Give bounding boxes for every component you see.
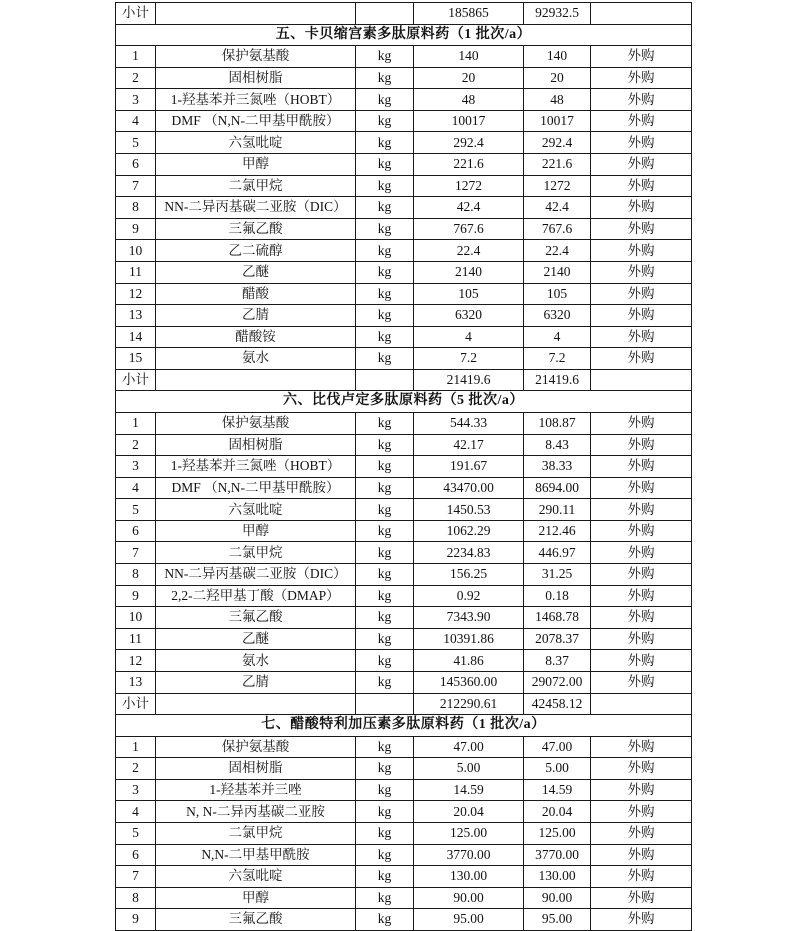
- annual-qty-cell: 5.00: [414, 758, 524, 780]
- row-number-cell: 8: [116, 887, 156, 909]
- annual-qty-cell: 95.00: [414, 909, 524, 931]
- source-cell: 外购: [591, 671, 692, 693]
- row-number-cell: 5: [116, 499, 156, 521]
- material-row: [116, 283, 692, 305]
- unit-cell: kg: [356, 412, 414, 434]
- material-name-cell: NN-二异丙基碳二亚胺（DIC）: [156, 564, 356, 586]
- row-number-cell: 5: [116, 822, 156, 844]
- subtotal-label-cell: 小计: [116, 369, 156, 391]
- material-row: [116, 650, 692, 672]
- annual-qty-cell: 6320: [414, 305, 524, 327]
- row-number-cell: 6: [116, 844, 156, 866]
- source-cell: 外购: [591, 434, 692, 456]
- source-cell: 外购: [591, 456, 692, 478]
- unit-cell: kg: [356, 520, 414, 542]
- material-name-cell: 甲醇: [156, 154, 356, 176]
- section-header-row: [116, 24, 692, 46]
- material-row: [116, 758, 692, 780]
- material-name-cell: 固相树脂: [156, 758, 356, 780]
- unit-cell: kg: [356, 585, 414, 607]
- annual-qty-cell: 140: [414, 46, 524, 68]
- source-cell: 外购: [591, 909, 692, 931]
- annual-qty-cell: 221.6: [414, 154, 524, 176]
- row-number-cell: 13: [116, 671, 156, 693]
- batch-qty-cell: 8.37: [524, 650, 591, 672]
- unit-cell: kg: [356, 46, 414, 68]
- row-number-cell: 9: [116, 909, 156, 931]
- subtotal-row: [116, 693, 692, 715]
- material-name-cell: 甲醇: [156, 520, 356, 542]
- material-row: [116, 154, 692, 176]
- subtotal-source-empty-cell: [591, 693, 692, 715]
- material-row: [116, 909, 692, 931]
- unit-cell: kg: [356, 175, 414, 197]
- material-name-cell: 1-羟基苯并三氮唑（HOBT）: [156, 89, 356, 111]
- annual-qty-cell: 14.59: [414, 779, 524, 801]
- annual-qty-cell: 22.4: [414, 240, 524, 262]
- annual-qty-cell: 1450.53: [414, 499, 524, 521]
- annual-qty-cell: 191.67: [414, 456, 524, 478]
- subtotal-batch-qty-cell: 21419.6: [524, 369, 591, 391]
- subtotal-row: [116, 369, 692, 391]
- subtotal-name-empty-cell: [156, 3, 356, 25]
- row-number-cell: 9: [116, 585, 156, 607]
- material-name-cell: 三氟乙酸: [156, 607, 356, 629]
- row-number-cell: 6: [116, 154, 156, 176]
- row-number-cell: 3: [116, 456, 156, 478]
- annual-qty-cell: 1062.29: [414, 520, 524, 542]
- unit-cell: kg: [356, 477, 414, 499]
- unit-cell: kg: [356, 240, 414, 262]
- batch-qty-cell: 0.18: [524, 585, 591, 607]
- material-row: [116, 197, 692, 219]
- source-cell: 外购: [591, 822, 692, 844]
- section-title: 五、卡贝缩宫素多肽原料药（1 批次/a）: [116, 24, 692, 46]
- annual-qty-cell: 544.33: [414, 412, 524, 434]
- row-number-cell: 4: [116, 477, 156, 499]
- source-cell: 外购: [591, 779, 692, 801]
- material-row: [116, 305, 692, 327]
- unit-cell: kg: [356, 822, 414, 844]
- material-name-cell: 二氯甲烷: [156, 542, 356, 564]
- batch-qty-cell: 140: [524, 46, 591, 68]
- annual-qty-cell: 7343.90: [414, 607, 524, 629]
- subtotal-row: [116, 3, 692, 25]
- material-name-cell: 乙腈: [156, 671, 356, 693]
- batch-qty-cell: 8694.00: [524, 477, 591, 499]
- material-row: [116, 434, 692, 456]
- subtotal-unit-empty-cell: [356, 3, 414, 25]
- material-row: [116, 499, 692, 521]
- row-number-cell: 8: [116, 197, 156, 219]
- row-number-cell: 2: [116, 67, 156, 89]
- unit-cell: kg: [356, 564, 414, 586]
- row-number-cell: 5: [116, 132, 156, 154]
- material-row: [116, 779, 692, 801]
- material-row: [116, 240, 692, 262]
- source-cell: 外购: [591, 218, 692, 240]
- material-row: [116, 542, 692, 564]
- material-row: [116, 477, 692, 499]
- batch-qty-cell: 130.00: [524, 866, 591, 888]
- subtotal-name-empty-cell: [156, 369, 356, 391]
- material-row: [116, 261, 692, 283]
- batch-qty-cell: 2078.37: [524, 628, 591, 650]
- material-name-cell: 二氯甲烷: [156, 175, 356, 197]
- section-header-row: [116, 715, 692, 737]
- batch-qty-cell: 29072.00: [524, 671, 591, 693]
- batch-qty-cell: 105: [524, 283, 591, 305]
- row-number-cell: 12: [116, 650, 156, 672]
- unit-cell: kg: [356, 89, 414, 111]
- annual-qty-cell: 7.2: [414, 348, 524, 370]
- material-row: [116, 866, 692, 888]
- unit-cell: kg: [356, 801, 414, 823]
- source-cell: 外购: [591, 110, 692, 132]
- material-name-cell: 乙二硫醇: [156, 240, 356, 262]
- subtotal-batch-qty-cell: 92932.5: [524, 3, 591, 25]
- material-name-cell: 乙醚: [156, 628, 356, 650]
- batch-qty-cell: 20: [524, 67, 591, 89]
- annual-qty-cell: 2234.83: [414, 542, 524, 564]
- material-name-cell: 乙醚: [156, 261, 356, 283]
- subtotal-name-empty-cell: [156, 693, 356, 715]
- annual-qty-cell: 20.04: [414, 801, 524, 823]
- material-row: [116, 110, 692, 132]
- row-number-cell: 3: [116, 779, 156, 801]
- subtotal-label-cell: 小计: [116, 693, 156, 715]
- row-number-cell: 1: [116, 46, 156, 68]
- unit-cell: kg: [356, 909, 414, 931]
- batch-qty-cell: 212.46: [524, 520, 591, 542]
- row-number-cell: 7: [116, 542, 156, 564]
- material-name-cell: 醋酸: [156, 283, 356, 305]
- annual-qty-cell: 130.00: [414, 866, 524, 888]
- subtotal-annual-qty-cell: 185865: [414, 3, 524, 25]
- material-name-cell: 1-羟基苯并三唑: [156, 779, 356, 801]
- row-number-cell: 4: [116, 801, 156, 823]
- annual-qty-cell: 48: [414, 89, 524, 111]
- source-cell: 外购: [591, 564, 692, 586]
- source-cell: 外购: [591, 650, 692, 672]
- batch-qty-cell: 7.2: [524, 348, 591, 370]
- annual-qty-cell: 10017: [414, 110, 524, 132]
- material-row: [116, 412, 692, 434]
- row-number-cell: 7: [116, 866, 156, 888]
- batch-qty-cell: 1468.78: [524, 607, 591, 629]
- subtotal-batch-qty-cell: 42458.12: [524, 693, 591, 715]
- batch-qty-cell: 221.6: [524, 154, 591, 176]
- batch-qty-cell: 4: [524, 326, 591, 348]
- material-row: [116, 46, 692, 68]
- unit-cell: kg: [356, 499, 414, 521]
- unit-cell: kg: [356, 132, 414, 154]
- unit-cell: kg: [356, 736, 414, 758]
- unit-cell: kg: [356, 283, 414, 305]
- batch-qty-cell: 47.00: [524, 736, 591, 758]
- material-name-cell: 固相树脂: [156, 434, 356, 456]
- row-number-cell: 10: [116, 607, 156, 629]
- source-cell: 外购: [591, 175, 692, 197]
- unit-cell: kg: [356, 154, 414, 176]
- subtotal-unit-empty-cell: [356, 369, 414, 391]
- section-title: 七、醋酸特利加压素多肽原料药（1 批次/a）: [116, 715, 692, 737]
- material-row: [116, 175, 692, 197]
- source-cell: 外购: [591, 542, 692, 564]
- material-name-cell: 保护氨基酸: [156, 46, 356, 68]
- source-cell: 外购: [591, 412, 692, 434]
- material-name-cell: 固相树脂: [156, 67, 356, 89]
- batch-qty-cell: 767.6: [524, 218, 591, 240]
- source-cell: 外购: [591, 240, 692, 262]
- source-cell: 外购: [591, 89, 692, 111]
- material-row: [116, 564, 692, 586]
- material-row: [116, 801, 692, 823]
- annual-qty-cell: 41.86: [414, 650, 524, 672]
- batch-qty-cell: 125.00: [524, 822, 591, 844]
- unit-cell: kg: [356, 110, 414, 132]
- annual-qty-cell: 292.4: [414, 132, 524, 154]
- material-name-cell: 二氯甲烷: [156, 822, 356, 844]
- material-name-cell: N,N-二甲基甲酰胺: [156, 844, 356, 866]
- subtotal-label-cell: 小计: [116, 3, 156, 25]
- row-number-cell: 3: [116, 89, 156, 111]
- unit-cell: kg: [356, 542, 414, 564]
- unit-cell: kg: [356, 607, 414, 629]
- row-number-cell: 4: [116, 110, 156, 132]
- source-cell: 外购: [591, 197, 692, 219]
- row-number-cell: 2: [116, 434, 156, 456]
- material-row: [116, 520, 692, 542]
- subtotal-unit-empty-cell: [356, 693, 414, 715]
- batch-qty-cell: 48: [524, 89, 591, 111]
- source-cell: 外购: [591, 866, 692, 888]
- material-name-cell: N, N-二异丙基碳二亚胺: [156, 801, 356, 823]
- annual-qty-cell: 1272: [414, 175, 524, 197]
- source-cell: 外购: [591, 154, 692, 176]
- batch-qty-cell: 31.25: [524, 564, 591, 586]
- annual-qty-cell: 3770.00: [414, 844, 524, 866]
- material-name-cell: 1-羟基苯并三氮唑（HOBT）: [156, 456, 356, 478]
- batch-qty-cell: 3770.00: [524, 844, 591, 866]
- material-row: [116, 348, 692, 370]
- material-name-cell: 三氟乙酸: [156, 218, 356, 240]
- material-row: [116, 822, 692, 844]
- batch-qty-cell: 2140: [524, 261, 591, 283]
- unit-cell: kg: [356, 326, 414, 348]
- annual-qty-cell: 145360.00: [414, 671, 524, 693]
- row-number-cell: 1: [116, 412, 156, 434]
- annual-qty-cell: 20: [414, 67, 524, 89]
- material-name-cell: 六氢吡啶: [156, 132, 356, 154]
- material-row: [116, 456, 692, 478]
- material-row: [116, 887, 692, 909]
- annual-qty-cell: 42.4: [414, 197, 524, 219]
- annual-qty-cell: 2140: [414, 261, 524, 283]
- unit-cell: kg: [356, 67, 414, 89]
- row-number-cell: 6: [116, 520, 156, 542]
- source-cell: 外购: [591, 132, 692, 154]
- material-name-cell: 保护氨基酸: [156, 412, 356, 434]
- batch-qty-cell: 6320: [524, 305, 591, 327]
- row-number-cell: 15: [116, 348, 156, 370]
- source-cell: 外购: [591, 499, 692, 521]
- source-cell: 外购: [591, 348, 692, 370]
- material-row: [116, 736, 692, 758]
- unit-cell: kg: [356, 887, 414, 909]
- annual-qty-cell: 10391.86: [414, 628, 524, 650]
- material-row: [116, 326, 692, 348]
- material-name-cell: 六氢吡啶: [156, 866, 356, 888]
- batch-qty-cell: 95.00: [524, 909, 591, 931]
- batch-qty-cell: 290.11: [524, 499, 591, 521]
- material-row: [116, 67, 692, 89]
- material-name-cell: NN-二异丙基碳二亚胺（DIC）: [156, 197, 356, 219]
- annual-qty-cell: 47.00: [414, 736, 524, 758]
- unit-cell: kg: [356, 261, 414, 283]
- material-name-cell: 醋酸铵: [156, 326, 356, 348]
- source-cell: 外购: [591, 67, 692, 89]
- unit-cell: kg: [356, 779, 414, 801]
- material-row: [116, 132, 692, 154]
- annual-qty-cell: 156.25: [414, 564, 524, 586]
- row-number-cell: 2: [116, 758, 156, 780]
- source-cell: 外购: [591, 585, 692, 607]
- material-name-cell: DMF （N,N-二甲基甲酰胺）: [156, 477, 356, 499]
- row-number-cell: 9: [116, 218, 156, 240]
- material-name-cell: 六氢吡啶: [156, 499, 356, 521]
- annual-qty-cell: 42.17: [414, 434, 524, 456]
- annual-qty-cell: 43470.00: [414, 477, 524, 499]
- unit-cell: kg: [356, 758, 414, 780]
- subtotal-annual-qty-cell: 21419.6: [414, 369, 524, 391]
- unit-cell: kg: [356, 434, 414, 456]
- unit-cell: kg: [356, 218, 414, 240]
- source-cell: 外购: [591, 628, 692, 650]
- source-cell: 外购: [591, 477, 692, 499]
- batch-qty-cell: 10017: [524, 110, 591, 132]
- batch-qty-cell: 446.97: [524, 542, 591, 564]
- unit-cell: kg: [356, 348, 414, 370]
- material-row: [116, 844, 692, 866]
- material-row: [116, 628, 692, 650]
- material-row: [116, 89, 692, 111]
- source-cell: 外购: [591, 607, 692, 629]
- batch-qty-cell: 1272: [524, 175, 591, 197]
- annual-qty-cell: 125.00: [414, 822, 524, 844]
- batch-qty-cell: 90.00: [524, 887, 591, 909]
- source-cell: 外购: [591, 887, 692, 909]
- row-number-cell: 7: [116, 175, 156, 197]
- batch-qty-cell: 14.59: [524, 779, 591, 801]
- unit-cell: kg: [356, 650, 414, 672]
- annual-qty-cell: 0.92: [414, 585, 524, 607]
- source-cell: 外购: [591, 736, 692, 758]
- batch-qty-cell: 5.00: [524, 758, 591, 780]
- unit-cell: kg: [356, 844, 414, 866]
- source-cell: 外购: [591, 758, 692, 780]
- raw-materials-table-body: [116, 3, 692, 931]
- source-cell: 外购: [591, 844, 692, 866]
- subtotal-source-empty-cell: [591, 3, 692, 25]
- material-name-cell: 氨水: [156, 348, 356, 370]
- unit-cell: kg: [356, 456, 414, 478]
- row-number-cell: 14: [116, 326, 156, 348]
- source-cell: 外购: [591, 305, 692, 327]
- subtotal-annual-qty-cell: 212290.61: [414, 693, 524, 715]
- annual-qty-cell: 105: [414, 283, 524, 305]
- batch-qty-cell: 22.4: [524, 240, 591, 262]
- annual-qty-cell: 4: [414, 326, 524, 348]
- material-row: [116, 671, 692, 693]
- annual-qty-cell: 767.6: [414, 218, 524, 240]
- unit-cell: kg: [356, 671, 414, 693]
- batch-qty-cell: 108.87: [524, 412, 591, 434]
- row-number-cell: 12: [116, 283, 156, 305]
- row-number-cell: 1: [116, 736, 156, 758]
- batch-qty-cell: 42.4: [524, 197, 591, 219]
- material-name-cell: 氨水: [156, 650, 356, 672]
- source-cell: 外购: [591, 46, 692, 68]
- material-row: [116, 218, 692, 240]
- material-name-cell: 乙腈: [156, 305, 356, 327]
- material-name-cell: 保护氨基酸: [156, 736, 356, 758]
- source-cell: 外购: [591, 801, 692, 823]
- material-name-cell: 2,2-二羟甲基丁酸（DMAP）: [156, 585, 356, 607]
- source-cell: 外购: [591, 261, 692, 283]
- source-cell: 外购: [591, 283, 692, 305]
- batch-qty-cell: 38.33: [524, 456, 591, 478]
- row-number-cell: 8: [116, 564, 156, 586]
- batch-qty-cell: 292.4: [524, 132, 591, 154]
- batch-qty-cell: 8.43: [524, 434, 591, 456]
- material-row: [116, 585, 692, 607]
- material-name-cell: 甲醇: [156, 887, 356, 909]
- material-name-cell: 三氟乙酸: [156, 909, 356, 931]
- subtotal-source-empty-cell: [591, 369, 692, 391]
- row-number-cell: 11: [116, 261, 156, 283]
- raw-materials-table: [115, 2, 692, 931]
- source-cell: 外购: [591, 520, 692, 542]
- material-row: [116, 607, 692, 629]
- row-number-cell: 13: [116, 305, 156, 327]
- unit-cell: kg: [356, 628, 414, 650]
- row-number-cell: 10: [116, 240, 156, 262]
- source-cell: 外购: [591, 326, 692, 348]
- unit-cell: kg: [356, 197, 414, 219]
- annual-qty-cell: 90.00: [414, 887, 524, 909]
- section-header-row: [116, 391, 692, 413]
- unit-cell: kg: [356, 305, 414, 327]
- section-title: 六、比伐卢定多肽原料药（5 批次/a）: [116, 391, 692, 413]
- row-number-cell: 11: [116, 628, 156, 650]
- unit-cell: kg: [356, 866, 414, 888]
- material-name-cell: DMF （N,N-二甲基甲酰胺）: [156, 110, 356, 132]
- batch-qty-cell: 20.04: [524, 801, 591, 823]
